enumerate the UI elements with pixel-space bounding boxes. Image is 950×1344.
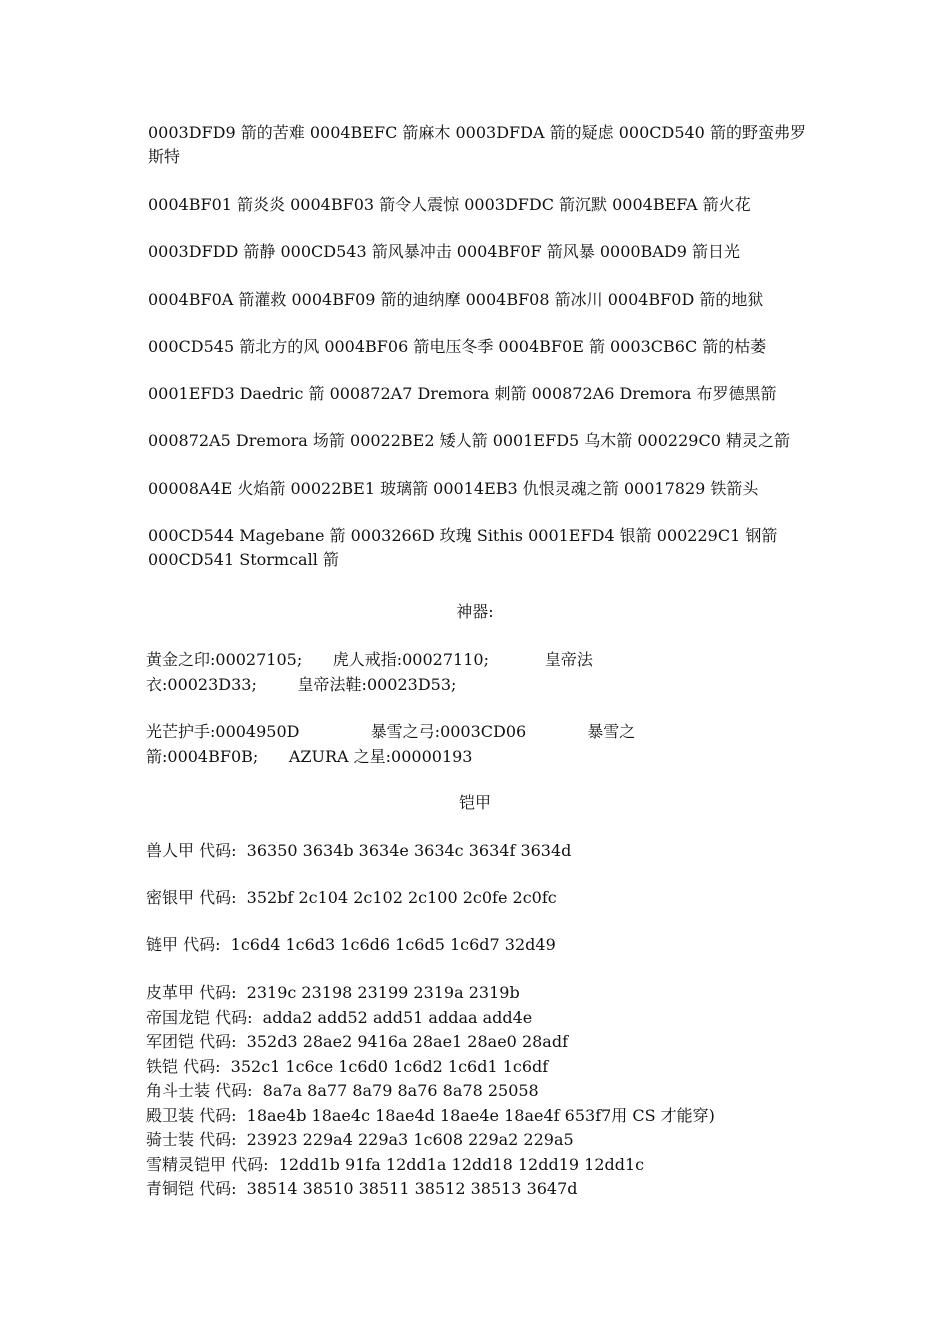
armor-heading: 铠甲	[458, 793, 491, 812]
arrow-codes-paragraph-2: 0004BF01 箭炎炎 0004BF03 箭令人震惊 0003DFDC 箭沉默 0004BEFA 箭火花	[148, 195, 751, 214]
artifacts-line-2a: 光芒护手:0004950D 暴雪之弓:0003CD06 暴雪之	[146, 722, 636, 741]
artifacts-line-1a: 黄金之印:00027105; 虎人戒指:00027110; 皇帝法	[146, 650, 593, 669]
armor-code-line: 密银甲 代码: 352bf 2c104 2c102 2c100 2c0fe 2c0fc	[146, 888, 557, 907]
armor-code-line: 兽人甲 代码: 36350 3634b 3634e 3634c 3634f 3634d	[146, 841, 572, 860]
artifacts-heading: 神器:	[456, 602, 494, 621]
arrow-codes-paragraph-8: 00008A4E 火焰箭 00022BE1 玻璃箭 00014EB3 仇恨灵魂之箭 00017829 铁箭头	[148, 479, 759, 498]
armor-code-line: 角斗士装 代码: 8a7a 8a77 8a79 8a76 8a78 25058	[146, 1081, 539, 1100]
arrow-codes-paragraph-7: 000872A5 Dremora 场箭 00022BE2 矮人箭 0001EFD5 乌木箭 000229C0 精灵之箭	[148, 431, 790, 450]
armor-code-line: 铁铠 代码: 352c1 1c6ce 1c6d0 1c6d2 1c6d1 1c6df	[146, 1057, 549, 1076]
armor-code-line: 帝国龙铠 代码: adda2 add52 add51 addaa add4e	[146, 1008, 533, 1027]
artifacts-line-2b: 箭:0004BF0B; AZURA 之星:00000193	[146, 747, 473, 766]
armor-code-line: 骑士装 代码: 23923 229a4 229a3 1c608 229a2 229a5	[146, 1130, 574, 1149]
armor-code-line: 军团铠 代码: 352d3 28ae2 9416a 28ae1 28ae0 28adf	[146, 1032, 569, 1051]
armor-code-line: 青铜铠 代码: 38514 38510 38511 38512 38513 3647d	[146, 1179, 578, 1198]
armor-code-line: 雪精灵铠甲 代码: 12dd1b 91fa 12dd1a 12dd18 12dd19 12dd1c	[146, 1155, 645, 1174]
armor-code-line: 皮革甲 代码: 2319c 23198 23199 2319a 2319b	[146, 983, 520, 1002]
armor-code-line: 殿卫装 代码: 18ae4b 18ae4c 18ae4d 18ae4e 18ae4f 653f7用 CS 才能穿)	[146, 1106, 715, 1125]
arrow-codes-paragraph-3: 0003DFDD 箭静 000CD543 箭风暴冲击 0004BF0F 箭风暴 0000BAD9 箭日光	[148, 242, 740, 261]
arrow-codes-paragraph-6: 0001EFD3 Daedric 箭 000872A7 Dremora 刺箭 000872A6 Dremora 布罗德黑箭	[148, 384, 777, 403]
armor-code-line: 链甲 代码: 1c6d4 1c6d3 1c6d6 1c6d5 1c6d7 32d49	[146, 935, 556, 954]
arrow-codes-paragraph-5: 000CD545 箭北方的风 0004BF06 箭电压冬季 0004BF0E 箭 0003CB6C 箭的枯萎	[148, 337, 767, 356]
arrow-codes-paragraph-9: 000CD544 Magebane 箭 0003266D 玫瑰 Sithis 0001EFD4 银箭 000229C1 钢箭 000CD541 Stormcall 箭	[148, 526, 783, 569]
artifacts-line-1b: 衣:00023D33; 皇帝法鞋:00023D53;	[146, 675, 457, 694]
arrow-codes-paragraph-4: 0004BF0A 箭灌救 0004BF09 箭的迪纳摩 0004BF08 箭冰川 0004BF0D 箭的地狱	[148, 290, 764, 309]
arrow-codes-paragraph-1: 0003DFD9 箭的苦难 0004BEFC 箭麻木 0003DFDA 箭的疑虑 000CD540 箭的野蛮弗罗斯特	[148, 123, 806, 166]
